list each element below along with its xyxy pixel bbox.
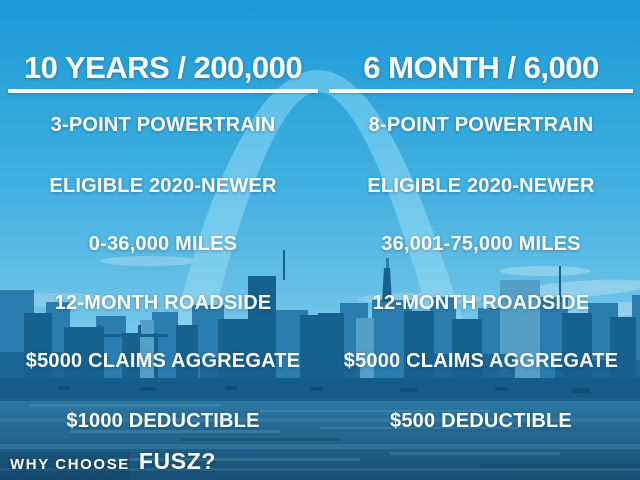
plan-item: $1000 DEDUCTIBLE: [66, 410, 260, 432]
footer-prefix: WHY CHOOSE: [10, 456, 130, 473]
plan-column-10yr: [6, 0, 320, 480]
plan-item: ELIGIBLE 2020-NEWER: [49, 175, 277, 197]
plan-item: $5000 CLAIMS AGGREGATE: [25, 350, 301, 372]
plan-column-6mo: [327, 0, 635, 480]
plan-header: 6 MONTH / 6,000: [363, 50, 599, 85]
plan-item: ELIGIBLE 2020-NEWER: [367, 175, 595, 197]
plan-item: 12-MONTH ROADSIDE: [372, 292, 590, 314]
footer-tagline: [10, 448, 216, 475]
header-underline: [329, 89, 633, 93]
plan-item: 8-POINT POWERTRAIN: [368, 114, 594, 136]
header-underline: [8, 89, 318, 93]
plan-header: 10 YEARS / 200,000: [23, 50, 303, 85]
plan-item: $5000 CLAIMS AGGREGATE: [343, 350, 619, 372]
plan-item: $500 DEDUCTIBLE: [390, 410, 572, 432]
plan-item: 3-POINT POWERTRAIN: [50, 114, 276, 136]
plan-item: 36,001-75,000 MILES: [381, 233, 581, 255]
plan-item: 0-36,000 MILES: [88, 233, 238, 255]
plan-item: 12-MONTH ROADSIDE: [54, 292, 272, 314]
footer-brand-logo: FUSZ?: [138, 448, 217, 474]
